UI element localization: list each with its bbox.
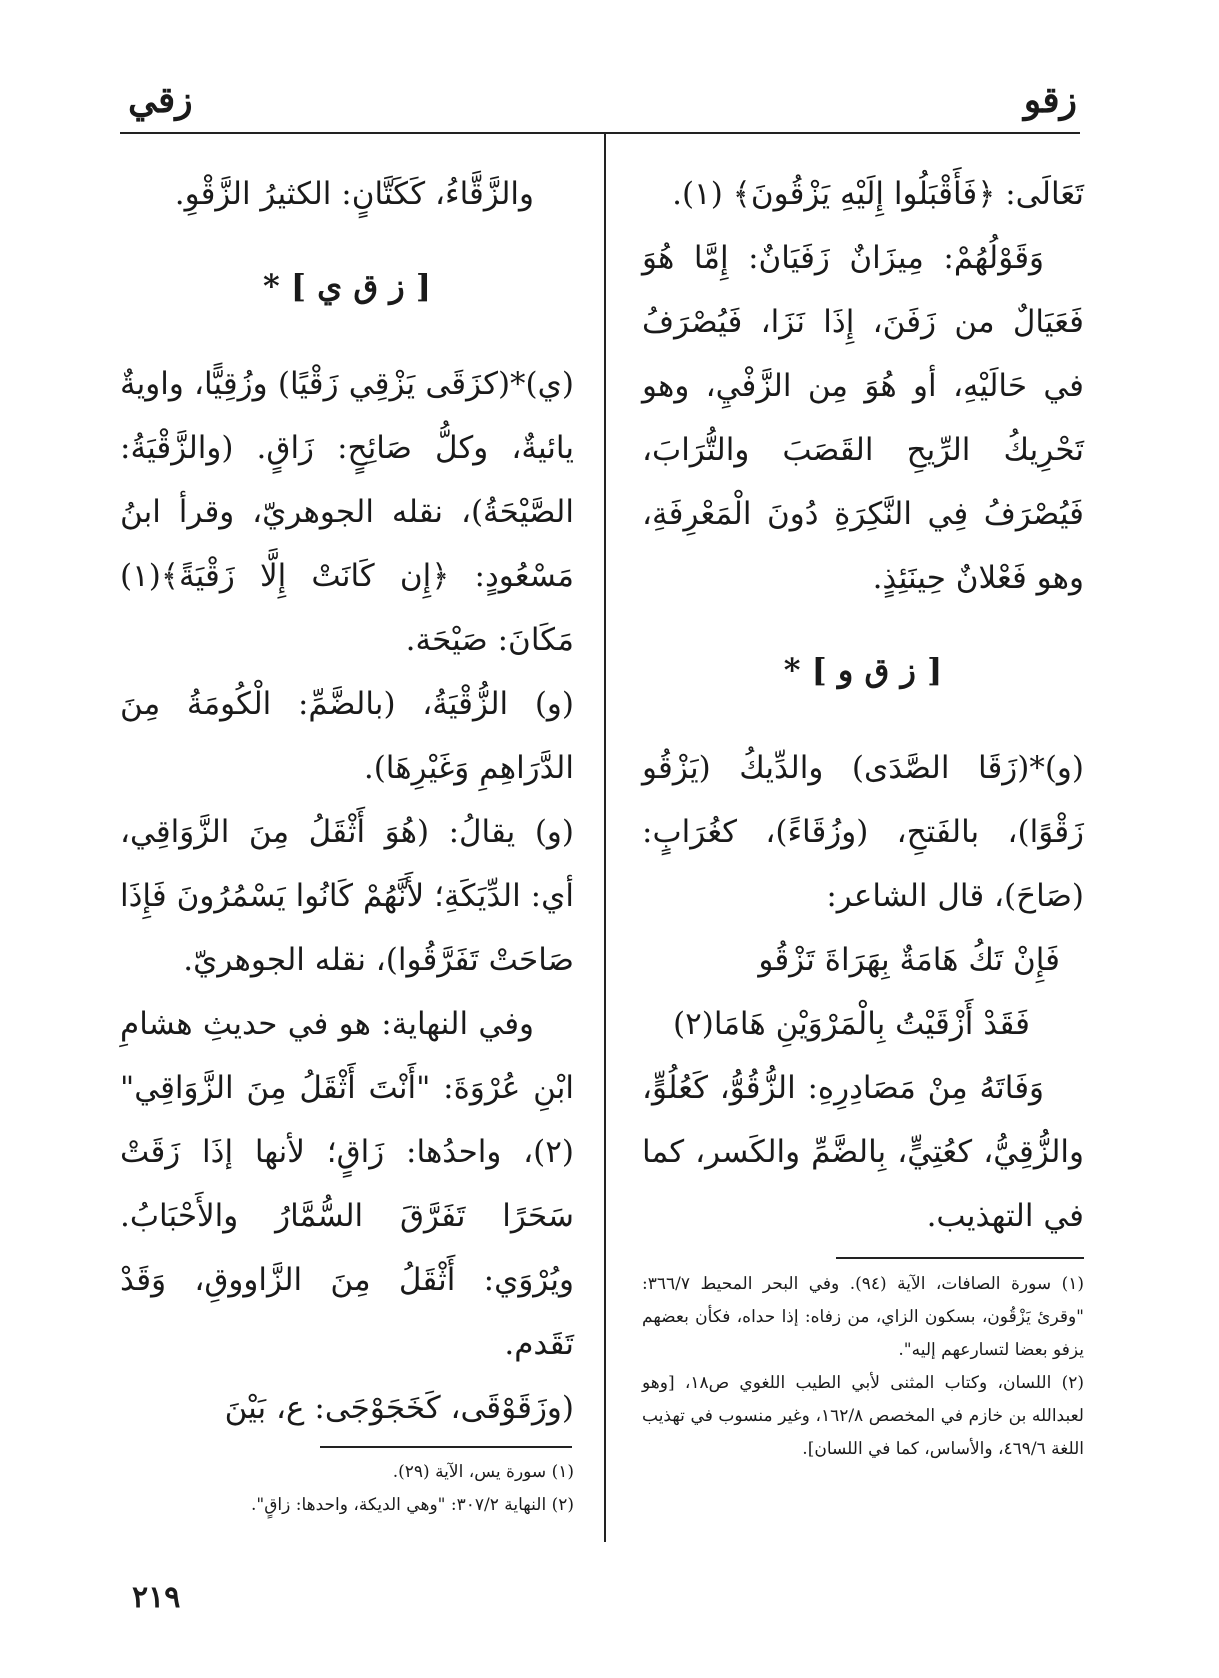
paragraph: (و) يقالُ: (هُوَ أَثْقَلُ مِنَ الزَّوَاقِي، أي: الدِّيَكَةِ؛ لأَنَّهُمْ كَانُوا يَسْمُرُونَ فَإِذَا صَاحَتْ تَفَرَّقُوا)، نقله الجوهريّ. bbox=[120, 814, 574, 978]
paragraph: وفي النهاية: هو في حديثِ هشامِ ابْنِ عُرْوَةَ: "أَنْتَ أَثْقَلُ مِنَ الزَّوَاقِي"(٢)، واحدُها: زَاقٍ؛ لأنها إذَا زَقَتْ سَحَرًا تَفَرَّقَ السُّمَّارُ والأَحْبَابُ. ويُرْوَي: أَثْقَلُ مِنَ الزَّاووقِ، وَقَدْ تَقَدم. bbox=[120, 1006, 574, 1362]
paragraph: وَقَوْلُهُمْ: مِيزَانٌ زَفَيَانٌ: إِمَّا هُوَ فَعَيَالٌ من زَفَنَ، إِذَا نَزَا، فَيُصْرَفُ في حَالَيْهِ، أو هُوَ مِن الزَّفْيِ، وهو تَحْرِيكُ الرِّيحِ القَصَبَ والتُّرَابَ، فَيُصْرَفُ فِي النَّكِرَةِ دُونَ الْمَعْرِفَةِ، وهو فَعْلانٌ حِينَئِذٍ. bbox=[642, 240, 1084, 596]
verse-line: فَإِنْ تَكُ هَامَةٌ بِهَرَاةَ تَزْقُو bbox=[758, 942, 1060, 978]
footnote-rule bbox=[320, 1446, 572, 1448]
paragraph: والزَّقَّاءُ، كَكَتَّانٍ: الكثيرُ الزَّقْوِ. bbox=[174, 176, 534, 212]
verse-line: فَقَدْ أَزْقَيْتُ بِالْمَرْوَيْنِ هَامَا(٢) bbox=[673, 1006, 1030, 1042]
paragraph: (ي)*(كزَقَى يَزْقِي زَقْيًا) وزُقِيًّا، واويةٌ يائيةٌ، وكلُّ صَائِحٍ: زَاقٍ. (والزَّقْيَةُ: الصَّيْحَةُ)، نقله الجوهريّ، وقرأ ابنُ مَسْعُودٍ: ﴿إِن كَانَتْ إِلَّا زَقْيَةً﴾(١) مَكَانَ: صَيْحَة. bbox=[120, 366, 574, 658]
paragraph: وَفَاتَهُ مِنْ مَصَادِرِهِ: الزُّقُوُّ، كَعُلُوٍّ، والزُّقِيُّ، كعُتِيٍّ، بِالضَّمِّ والكَسر، كما في التهذيب. bbox=[642, 1070, 1084, 1234]
paragraph: (وزَقَوْقَى، كَخَجَوْجَى: ع، بَيْنَ bbox=[224, 1390, 574, 1426]
column-divider bbox=[604, 132, 606, 1542]
header-rule bbox=[120, 132, 1080, 134]
paragraph: (و)*(زَقَا الصَّدَى) والدِّيكُ (يَزْقُو زَقْوًا)، بالفَتحِ، (وزُقَاءً)، كغُرَابٍ: (صَاحَ)، قال الشاعر: bbox=[642, 750, 1084, 914]
right-column bbox=[642, 162, 1084, 1248]
right-footnotes bbox=[642, 1268, 1084, 1466]
footnote: (١) سورة يس، الآية (٢٩). bbox=[392, 1462, 574, 1482]
footnote: (٢) اللسان، وكتاب المثنى لأبي الطيب اللغوي ص١٨، [وهو لعبدالله بن خازم في المخصص ١٦٢/٨، وغير منسوب في تهذيب اللغة ٤٦٩/٦، والأساس، كما في اللسان]. bbox=[642, 1373, 1084, 1459]
footnote: (١) سورة الصافات، الآية (٩٤). وفي البحر المحيط ٣٦٦/٧: "وقرئ يَزْقُون، بسكون الزاي، من زفاه: إذا حداه، فكأن بعضهم يزفو بعضا لتسارعهم إليه". bbox=[642, 1274, 1084, 1360]
left-column bbox=[120, 162, 574, 1440]
paragraph: تَعَالَى: ﴿فَأَقْبَلُوا إِلَيْهِ يَزْقُونَ﴾ (١). bbox=[672, 176, 1084, 212]
footnote: (٢) النهاية ٣٠٧/٢: "وهي الديكة، واحدها: زاقٍ". bbox=[250, 1495, 574, 1515]
running-header-right: زقو bbox=[1023, 79, 1077, 121]
footnote-rule bbox=[836, 1257, 1084, 1259]
paragraph: (و) الزُّقْيَةُ، (بالضَّمِّ: الْكُومَةُ مِنَ الدَّرَاهِمِ وَغَيْرِهَا). bbox=[120, 686, 574, 786]
page-number: ٢١٩ bbox=[132, 1580, 181, 1615]
running-header-left: زقي bbox=[128, 79, 193, 121]
entry-heading: [ ز ق ي ] * bbox=[262, 267, 432, 305]
left-footnotes bbox=[120, 1456, 574, 1522]
entry-heading: [ ز ق و ] * bbox=[783, 651, 943, 689]
